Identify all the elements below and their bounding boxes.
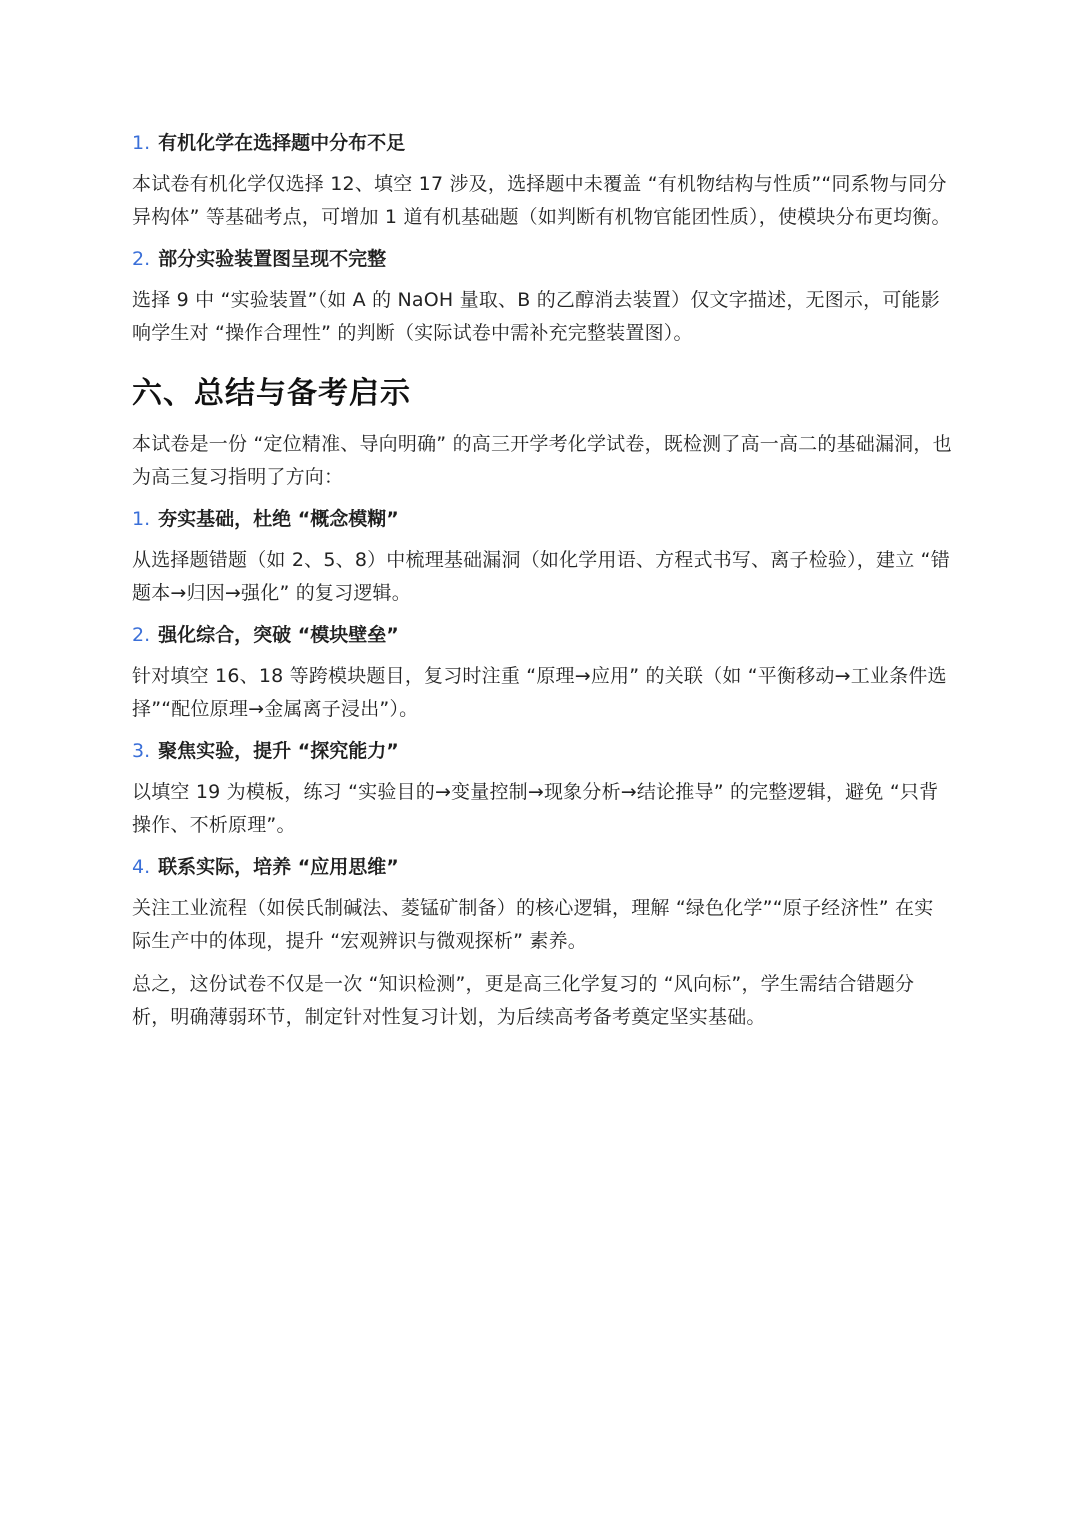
item-body: 从选择题错题（如 2、5、8）中梳理基础漏洞（如化学用语、方程式书写、离子检验），建立 “错题本→归因→强化” 的复习逻辑。 <box>132 549 950 604</box>
document-page <box>132 128 952 1034</box>
item-number: 3. <box>132 740 151 762</box>
item-title: 有机化学在选择题中分布不足 <box>158 132 406 154</box>
item-title: 强化综合，突破 “模块壁垒” <box>158 624 399 646</box>
section-title: 六、总结与备考启示 <box>132 376 411 411</box>
item-heading <box>132 620 952 650</box>
item-number: 1. <box>132 132 151 154</box>
item-number: 1. <box>132 508 151 530</box>
item-body: 关注工业流程（如侯氏制碱法、菱锰矿制备）的核心逻辑，理解 “绿色化学”“原子经济性” 在实际生产中的体现，提升 “宏观辨识与微观探析” 素养。 <box>132 897 934 952</box>
section-intro: 本试卷是一份 “定位精准、导向明确” 的高三开学考化学试卷，既检测了高一高二的基础漏洞，也为高三复习指明了方向： <box>132 433 952 488</box>
item-heading <box>132 244 952 274</box>
item-body: 针对填空 16、18 等跨模块题目，复习时注重 “原理→应用” 的关联（如 “平衡移动→工业条件选择”“配位原理→金属离子浸出”）。 <box>132 665 947 720</box>
item-heading <box>132 128 952 158</box>
item-body: 本试卷有机化学仅选择 12、填空 17 涉及，选择题中未覆盖 “有机物结构与性质”“同系物与同分异构体” 等基础考点，可增加 1 道有机基础题（如判断有机物官能团性质），使模块分布更均衡。 <box>132 173 951 228</box>
item-heading <box>132 852 952 882</box>
item-number: 4. <box>132 856 151 878</box>
item-heading <box>132 504 952 534</box>
item-title: 夯实基础，杜绝 “概念模糊” <box>158 508 399 530</box>
item-title: 联系实际，培养 “应用思维” <box>158 856 399 878</box>
item-number: 2. <box>132 624 151 646</box>
item-heading <box>132 736 952 766</box>
item-title: 聚焦实验，提升 “探究能力” <box>158 740 399 762</box>
conclusion-paragraph: 总之，这份试卷不仅是一次 “知识检测”，更是高三化学复习的 “风向标”，学生需结合错题分析，明确薄弱环节，制定针对性复习计划，为后续高考备考奠定坚实基础。 <box>132 973 915 1028</box>
item-body: 以填空 19 为模板，练习 “实验目的→变量控制→现象分析→结论推导” 的完整逻辑，避免 “只背操作、不析原理”。 <box>132 781 939 836</box>
item-title: 部分实验装置图呈现不完整 <box>158 248 387 270</box>
item-number: 2. <box>132 248 151 270</box>
item-body: 选择 9 中 “实验装置”（如 A 的 NaOH 量取、B 的乙醇消去装置）仅文字描述，无图示，可能影响学生对 “操作合理性” 的判断（实际试卷中需补充完整装置图）。 <box>132 289 940 344</box>
